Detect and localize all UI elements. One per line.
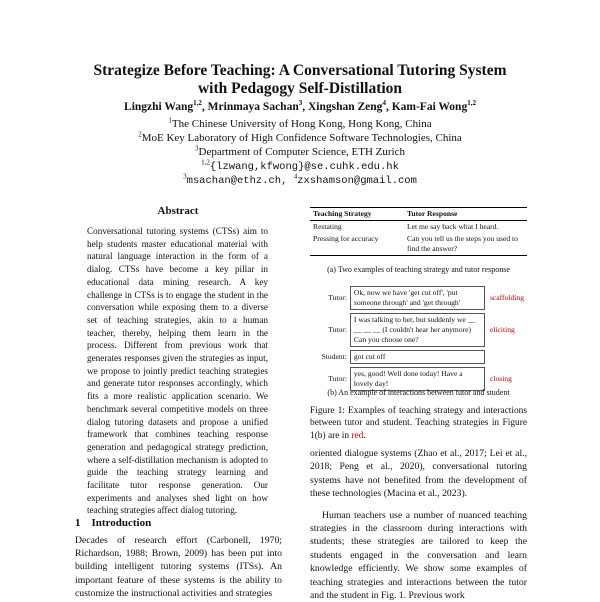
utterance-box: I was talking to her, but suddenly we __ __ __ __ (I couldn't hear her anymore) Can you choose one? [350,314,484,347]
utterance-box: got cut off [350,351,484,364]
author: Kam-Fai Wong$^{1,2}$ [391,99,476,113]
strategy-cell: Restating [313,222,342,231]
column-header: Teaching Strategy [310,208,404,221]
strategy-cell: Pressing for accuracy [310,233,404,256]
body-paragraph: Human teachers use a number of nuanced teaching strategies in the classroom during interactions with students; these strategies are tailored to keep the students engaged in the conversation and learn knowledge efficiently. We show some examples of teaching strategies and interactions between the tutor and the student in Fig. 1. Previous work [310,509,527,602]
abstract-body: Conversational tutoring systems (CTSs) aim to help students master educational material with natural language interaction in the form of a dialog. CTSs have become a key pillar in educational data mining research. A key challenge in CTSs is to engage the student in the conversation while exposing them to a diverse set of teaching strategies, akin to a human teacher, thereby, helping them learn in the process. Different from previous work that generates responses given the strategies as input, we propose to jointly predict teaching strategies and generate tutor responses accordingly, which fits a more realistic application scenario. We benchmark several competitive models on three dialog tutoring datasets and propose a unified framework that combines teaching response generation and pedagogical strategy prediction, where a self-distillation mechanism is adopted to guide the teaching strategy learning and facilitate tutor response generation. Our experiments and analyses shed light on how teaching strategies affect dialog tutoring. [87,226,268,516]
author: Lingzhi Wang$^{1,2}$, [124,99,208,113]
response-cell: Let me say back what I heard. [407,222,499,231]
figure-caption: Figure 1: Examples of teaching strategy and interactions between tutor and student. Teaching strategies in Figure 1(b) are in red. [310,406,527,441]
dialogue-table [310,286,527,391]
response-cell: Can you tell us the steps you used to find the answer? [404,233,527,256]
column-header: Tutor Response [404,208,527,221]
abstract-heading: Abstract [157,205,199,217]
utterance-box: yes, good! Well done today! Have a lovely day! [350,368,484,391]
affiliation: $^2$MoE Key Laboratory of High Confidence Software Technologies, China [138,130,462,144]
table-row [310,221,527,234]
speaker-label: Tutor: [328,374,347,383]
email-line: $^{1,2}${lzwang,kfwong}@se.cuhk.edu.hk [201,158,399,173]
dialogue-row [310,287,527,310]
right-column-text [310,447,527,602]
strategy-label: scaffolding [489,293,524,302]
title-line-2: with Pedagogy Self-Distillation [197,80,403,97]
body-paragraph: oriented dialogue systems (Zhao et al., 2017; Lei et al., 2018; Peng et al., 2020), conversational tutoring systems have not benefited from the development of these technologies (Macina et al., 2023). [310,448,527,500]
table-header-row [310,208,527,221]
strategy-label [484,351,527,364]
subfigure-caption-b: (b) An example of interactions between tutor and student [327,388,510,397]
author: Mrinmaya Sachan$^3$, [207,99,308,113]
affiliation: $^1$The Chinese University of Hong Kong, Hong Kong, China [168,116,432,130]
dialogue-row [310,314,527,347]
affiliation: $^3$Department of Computer Science, ETH Zurich [195,144,405,158]
intro-paragraph: Decades of research effort (Carbonell, 1970; Richardson, 1988; Brown, 2009) has been put into building intelligent tutoring systems (ITSs). An important feature of these systems is the ability to customize the instructional activities and strategies [75,535,282,599]
speaker-label: Tutor: [328,293,347,302]
speaker-label: Tutor: [328,325,347,334]
strategy-label: closing [489,374,512,383]
strategy-label: eliciting [489,325,515,334]
table-row [310,233,527,256]
paper-title [0,62,600,98]
author-list [0,101,600,113]
section-heading: 1 Introduction [75,517,152,529]
speaker-label: Student: [321,352,347,361]
title-line-1: Strategize Before Teaching: A Conversational Tutoring System [93,62,507,79]
subfigure-caption-a: (a) Two examples of teaching strategy and tutor response [327,265,510,274]
dialogue-row [310,351,527,364]
utterance-box: Ok, now we have 'get cut off', 'put someone through' and 'get through' [350,287,484,310]
email-line: $^3$msachan@ethz.ch, $^4$zxshamson@gmail.com [183,172,417,187]
author: Xingshan Zeng$^4$, [307,99,392,113]
strategy-table [310,207,527,256]
